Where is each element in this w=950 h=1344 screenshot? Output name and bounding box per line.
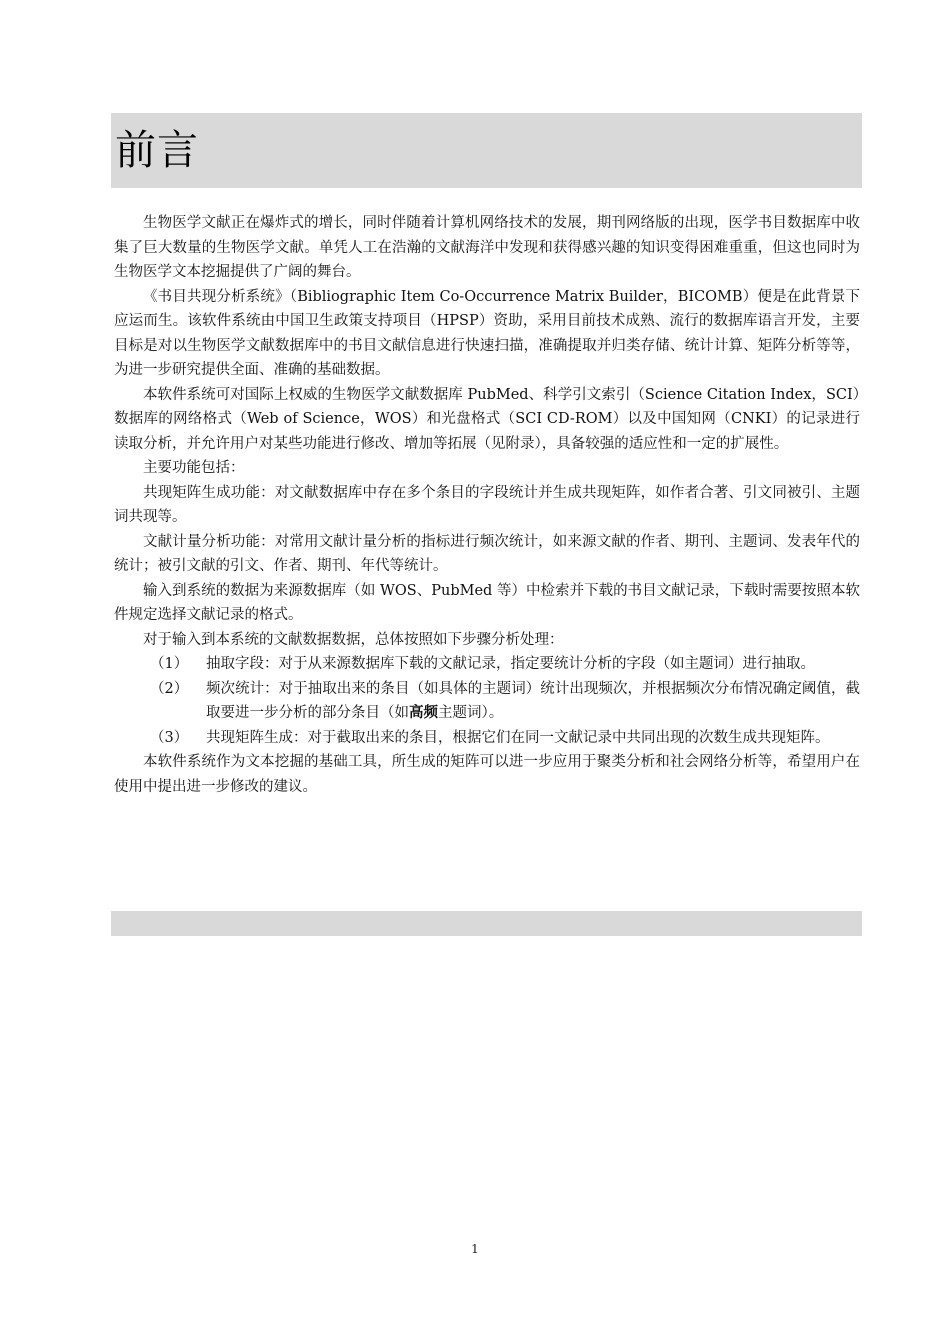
step-number: （3）: [150, 729, 189, 746]
bibliometric-feature-paragraph: 文献计量分析功能：对常用文献计量分析的指标进行频次统计，如来源文献的作者、期刊、主题词、发表年代的统计；被引文献的引文、作者、期刊、年代等统计。: [114, 533, 860, 574]
cooccurrence-feature-paragraph: 共现矩阵生成功能：对文献数据库中存在多个条目的字段统计并生成共现矩阵，如作者合著、引文同被引、主题词共现等。: [114, 484, 860, 525]
list-item: [114, 677, 860, 726]
step-text-before: 频次统计：对于抽取出来的条目（如具体的主题词）统计出现频次，并根据频次分布情况确定阈值，截取要进一步分析的部分条目（如: [206, 680, 860, 721]
step-text: 共现矩阵生成：对于截取出来的条目，根据它们在同一文献记录中共同出现的次数生成共现矩阵。: [206, 729, 830, 746]
list-item: [114, 652, 860, 677]
title-bar: [111, 113, 862, 188]
body-text: [114, 211, 860, 799]
page-number: 1: [471, 1242, 479, 1256]
closing-paragraph: 本软件系统作为文本挖掘的基础工具，所生成的矩阵可以进一步应用于聚类分析和社会网络分析等，希望用户在使用中提出进一步修改的建议。: [114, 754, 860, 795]
bicomb-paragraph: 《书目共现分析系统》（Bibliographic Item Co-Occurrence Matrix Builder，BICOMB）便是在此背景下应运而生。该软件系统由中国卫生政策支持项目（HPSP）资助，采用目前技术成熟、流行的数据库语言开发，主要目标是对以生物医学文献数据库中的书目文献信息进行快速扫描，准确提取并归类存储、统计计算、矩阵分析等等，为进一步研究提供全面、准确的基础数据。: [114, 288, 860, 378]
step-text: 抽取字段：对于从来源数据库下载的文献记录，指定要统计分析的字段（如主题词）进行抽取。: [206, 656, 815, 672]
step-number: （2）: [150, 680, 189, 697]
steps-intro-paragraph: 对于输入到本系统的文献数据数据，总体按照如下步骤分析处理：: [143, 631, 564, 648]
step-text-after: 主题词）。: [438, 705, 504, 721]
list-item: [114, 726, 860, 751]
steps-list: [114, 652, 860, 750]
step-text-bold: 高频: [409, 705, 438, 721]
step-text: [206, 677, 860, 726]
intro-paragraph: 生物医学文献正在爆炸式的增长，同时伴随着计算机网络技术的发展，期刊网络版的出现，医学书目数据库中收集了巨大数量的生物医学文献。单凭人工在浩瀚的文献海洋中发现和获得感兴趣的知识变得困难重重，但这也同时为生物医学文本挖掘提供了广阔的舞台。: [114, 215, 860, 280]
page-title: 前言: [115, 126, 199, 174]
step-number: （1）: [150, 656, 189, 672]
footer-bar: [111, 911, 862, 936]
features-heading: 主要功能包括：: [143, 460, 245, 476]
databases-paragraph: 本软件系统可对国际上权威的生物医学文献数据库 PubMed、科学引文索引（Science Citation Index，SCI）数据库的网络格式（Web of Science，WOS）和光盘格式（SCI CD-ROM）以及中国知网（CNKI）的记录进行读取分析，并允许用户对某些功能进行修改、增加等拓展（见附录），具备较强的适应性和一定的扩展性。: [114, 386, 860, 452]
input-data-paragraph: 输入到系统的数据为来源数据库（如 WOS、PubMed 等）中检索并下载的书目文献记录，下载时需要按照本软件规定选择文献记录的格式。: [114, 582, 860, 623]
